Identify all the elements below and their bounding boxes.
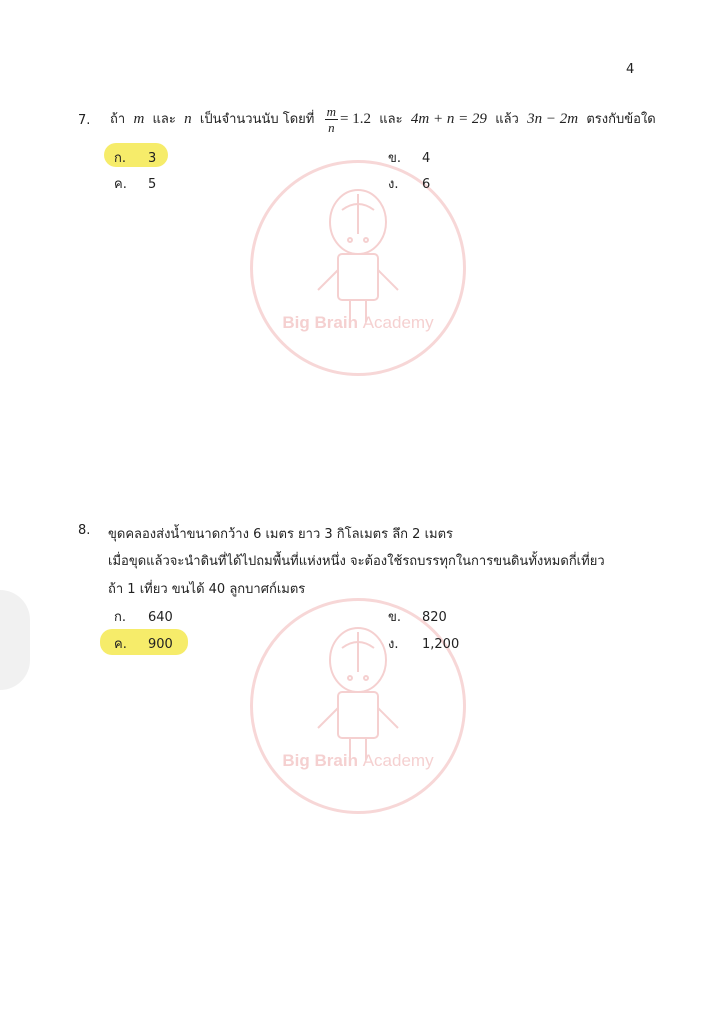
q7-choice-a[interactable] [114,147,156,168]
choice-letter: ก. [114,610,127,625]
question-8-line-1: ขุดคลองส่งน้ำขนาดกว้าง 6 เมตร ยาว 3 กิโลเมตร ลึก 2 เมตร [108,527,454,542]
q8-choice-d[interactable] [388,633,459,654]
watermark-text-bold: Big Brain [282,313,358,332]
choice-value: 4 [422,151,431,166]
q7-choice-c[interactable] [114,173,156,194]
question-8-number: 8. [78,523,91,538]
choice-letter: ค. [114,177,127,192]
question-8-line-3: ถ้า 1 เที่ยว ขนได้ 40 ลูกบาศก์เมตร [108,582,306,597]
choice-value: 6 [422,177,431,192]
choice-value: 820 [422,610,447,625]
watermark-text-light: Academy [362,313,434,332]
q7-choice-b[interactable] [388,147,430,168]
q8-choice-b[interactable] [388,606,447,627]
watermark-text-bold: Big Brain [282,751,358,770]
q7-eq1-rhs: = 1.2 [340,111,371,127]
q7-text-e: แล้ว [495,112,519,127]
choice-value: 1,200 [422,637,460,652]
q7-text-f: ตรงกับข้อใด [586,112,656,127]
choice-letter: ง. [388,637,399,652]
q7-var-m: m [133,111,145,127]
q7-text-b: และ [152,112,176,127]
choice-letter: ข. [388,610,402,625]
choice-letter: ง. [388,177,399,192]
mascot-icon [250,598,466,814]
watermark-text-light: Academy [362,751,434,770]
q7-fraction [325,105,338,134]
watermark-logo-top [250,160,466,376]
q7-text-d: และ [379,112,403,127]
q7-text-a: ถ้า [110,112,126,127]
choice-value: 3 [148,151,157,166]
choice-letter: ค. [114,637,127,652]
question-7-number: 7. [78,113,91,128]
scan-smudge [0,590,30,690]
choice-value: 900 [148,637,173,652]
choice-value: 640 [148,610,173,625]
choice-letter: ก. [114,151,127,166]
q7-choice-d[interactable] [388,173,430,194]
q7-var-n: n [184,111,192,127]
q7-text-c: เป็นจำนวนนับ โดยที่ [199,112,315,127]
question-8-line-2: เมื่อขุดแล้วจะนำดินที่ได้ไปถมพื้นที่แห่งหนึ่ง จะต้องใช้รถบรรทุกในการขนดินทั้งหมดกี่เที่ยว [108,554,605,569]
mascot-icon [250,160,466,376]
choice-value: 5 [148,177,157,192]
q8-choice-c[interactable] [114,633,173,654]
q7-expr: 3n − 2m [527,111,579,127]
q7-frac-num: m [326,104,337,119]
q7-eq2: 4m + n = 29 [410,111,487,127]
q8-choice-a[interactable] [114,606,173,627]
choice-letter: ข. [388,151,402,166]
watermark-logo-bottom [250,598,466,814]
page-number: 4 [626,62,635,77]
question-7-text [110,104,656,135]
q7-frac-den: n [328,120,335,135]
